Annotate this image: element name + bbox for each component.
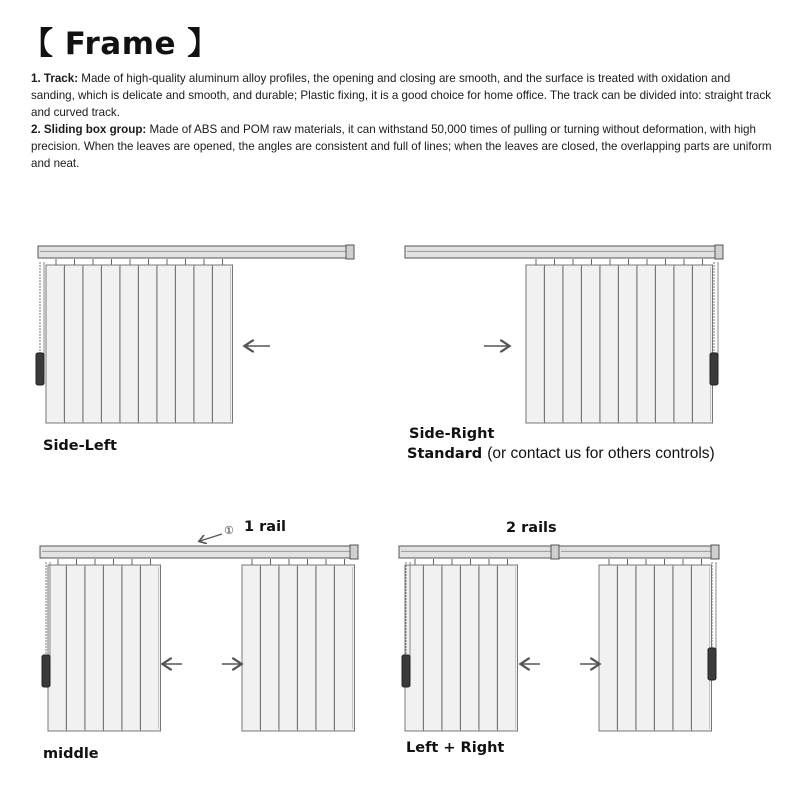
- standard-label: Standard: [407, 446, 483, 462]
- track-rail: [38, 246, 352, 258]
- blind-slat: [261, 565, 281, 731]
- blind-slat: [674, 265, 694, 423]
- blind-slat: [279, 565, 299, 731]
- blind-slat: [104, 565, 124, 731]
- blind-slat: [563, 265, 583, 423]
- blind-slat: [498, 565, 518, 731]
- sliding-box-label: 2. Sliding box group:: [31, 123, 147, 136]
- blind-slat: [637, 265, 657, 423]
- rail-end-cap: [715, 245, 723, 259]
- blind-slat: [67, 565, 87, 731]
- track-rail: [40, 546, 356, 558]
- rail-end-cap: [551, 545, 559, 559]
- rail-end-cap: [350, 545, 358, 559]
- two-rails-label: 2 rails: [506, 520, 557, 536]
- middle-label: middle: [43, 746, 99, 762]
- blind-slat: [582, 265, 602, 423]
- track-rail: [405, 246, 721, 258]
- blind-slat: [122, 565, 142, 731]
- blind-slat: [85, 565, 105, 731]
- blind-slat: [405, 565, 425, 731]
- rail-pointer-arrow: [200, 534, 222, 541]
- blind-slat: [65, 265, 85, 423]
- side-left-diagram: [36, 245, 354, 423]
- sliding-box-text: Made of ABS and POM raw materials, it can withstand 50,000 times of pulling or turning without deformation, with high precision. When the leaves are opened, the angles are consistent and full of lines; when the leaves are closed, the overlapping parts are uniform and neat.: [31, 123, 772, 170]
- blind-slat: [693, 265, 713, 423]
- blind-slat: [83, 265, 103, 423]
- control-weight: [42, 655, 50, 687]
- one-rail-label: 1 rail: [244, 519, 287, 535]
- control-weight: [36, 353, 44, 385]
- blind-slat: [335, 565, 355, 731]
- blind-slat: [619, 265, 639, 423]
- blind-slat: [636, 565, 656, 731]
- blind-slat: [673, 565, 693, 731]
- blind-slat: [599, 565, 619, 731]
- left-right-label: Left + Right: [406, 740, 505, 756]
- blind-slat: [102, 265, 122, 423]
- middle-diagram: [40, 534, 358, 731]
- track-text: Made of high-quality aluminum alloy profiles, the opening and closing are smooth, and the surface is treated with oxidation and sanding, which is delicate and smooth, and durable; Plastic fixing, it is a good choice for home office. The track can be divided into: straight track and curved track.: [31, 72, 772, 119]
- track-rail: [559, 546, 717, 558]
- control-weight: [708, 648, 716, 680]
- blind-slat: [139, 265, 159, 423]
- blind-slat: [600, 265, 620, 423]
- blind-slat: [298, 565, 318, 731]
- blind-slat: [656, 265, 676, 423]
- blind-slat: [479, 565, 499, 731]
- track-rail: [399, 546, 557, 558]
- rail-end-cap: [346, 245, 354, 259]
- standard-note: (or contact us for others controls): [487, 445, 715, 462]
- blind-slat: [655, 565, 675, 731]
- rail-end-cap: [711, 545, 719, 559]
- blind-slat: [120, 265, 140, 423]
- blind-slat: [194, 265, 214, 423]
- blind-slat: [618, 565, 638, 731]
- blind-slat: [461, 565, 481, 731]
- blind-slat: [141, 565, 161, 731]
- side-right-diagram: [405, 245, 723, 423]
- left-right-diagram: [399, 545, 719, 731]
- blind-slat: [442, 565, 462, 731]
- track-label: 1. Track:: [31, 72, 79, 85]
- blind-slat: [46, 265, 66, 423]
- standard-line: [407, 445, 715, 463]
- blind-slat: [526, 265, 546, 423]
- blind-slat: [176, 265, 196, 423]
- blind-slat: [316, 565, 336, 731]
- rail-number-marker: ①: [224, 524, 234, 537]
- blind-slat: [545, 265, 565, 423]
- control-weight: [402, 655, 410, 687]
- control-weight: [710, 353, 718, 385]
- side-right-label: Side-Right: [409, 426, 495, 442]
- blind-slat: [48, 565, 68, 731]
- blind-slat: [157, 265, 177, 423]
- blind-slat: [242, 565, 262, 731]
- blind-slat: [424, 565, 444, 731]
- page-title: 【 Frame 】: [22, 26, 219, 62]
- blind-slat: [213, 265, 233, 423]
- side-left-label: Side-Left: [43, 438, 117, 454]
